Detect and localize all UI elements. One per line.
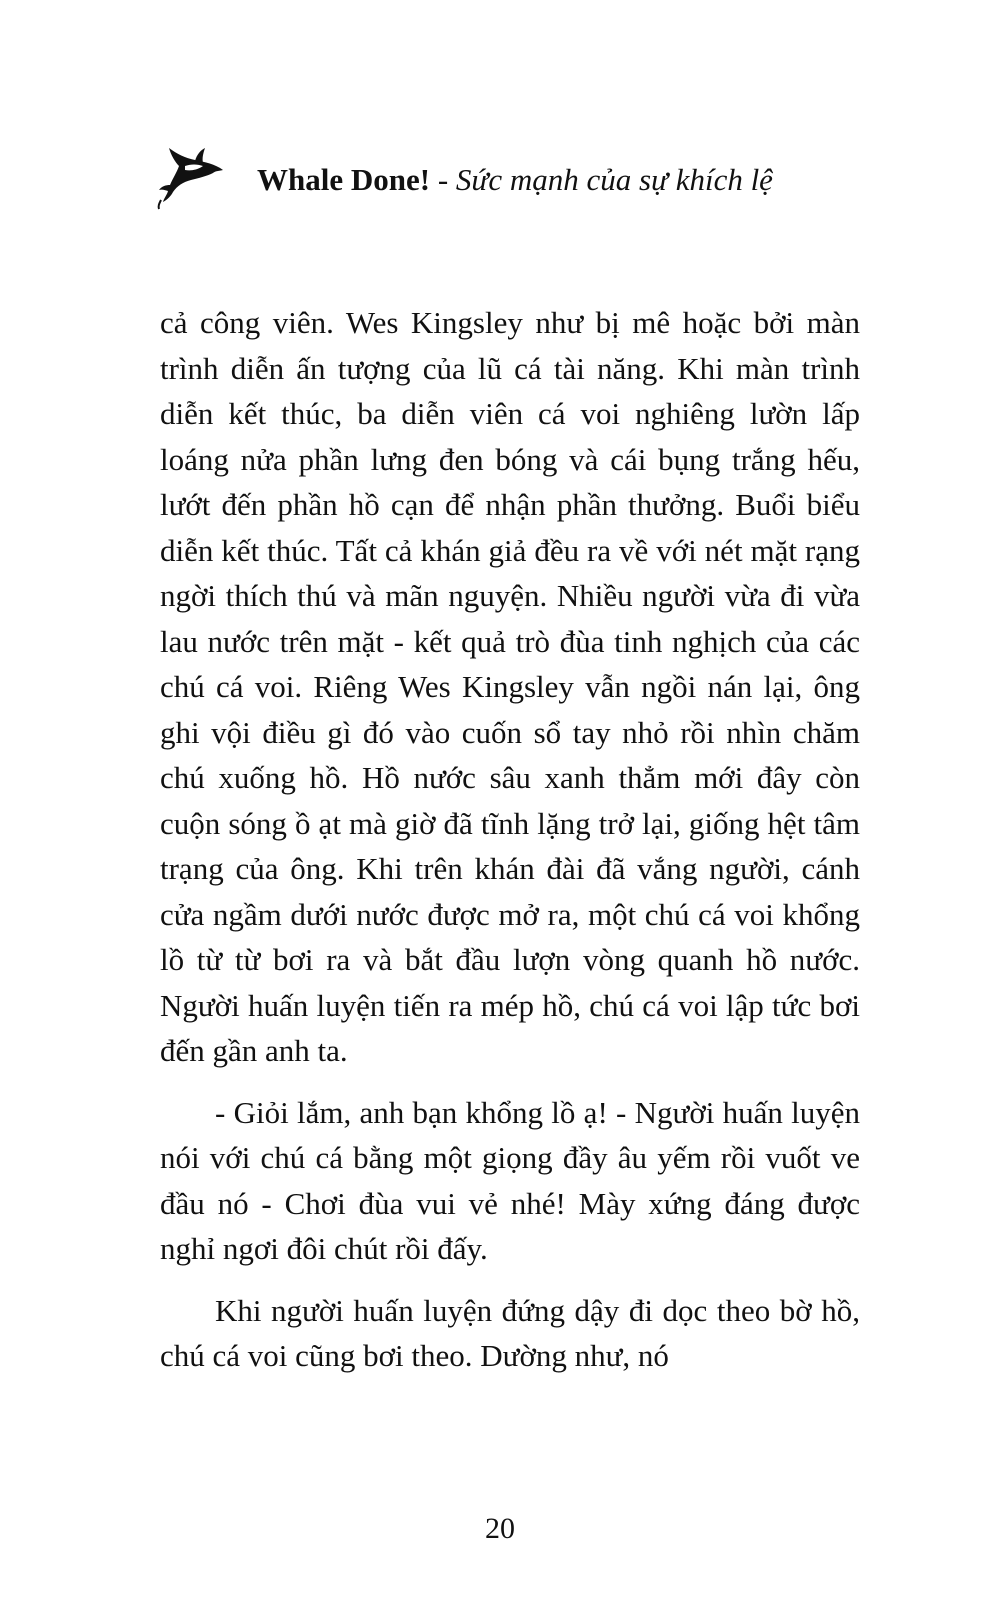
book-subtitle: Sức mạnh của sự khích lệ <box>455 162 773 197</box>
header-title-line <box>257 162 773 198</box>
title-separator: - <box>430 162 456 197</box>
paragraph-1: cả công viên. Wes Kingsley như bị mê hoặc bởi màn trình diễn ấn tượng của lũ cá tài năng. Khi màn trình diễn kết thúc, ba diễn viên cá voi nghiêng lườn lấp loáng nửa phần lưng đen bóng và cái bụng trắng hếu, lướt đến phần hồ cạn để nhận phần thưởng. Buổi biểu diễn kết thúc. Tất cả khán giả đều ra về với nét mặt rạng ngời thích thú và mãn nguyện. Nhiều người vừa đi vừa lau nước trên mặt - kết quả trò đùa tinh nghịch của các chú cá voi. Riêng Wes Kingsley vẫn ngồi nán lại, ông ghi vội điều gì đó vào cuốn sổ tay nhỏ rồi nhìn chăm chú xuống hồ. Hồ nước sâu xanh thẳm mới đây còn cuộn sóng ồ ạt mà giờ đã tĩnh lặng trở lại, giống hệt tâm trạng của ông. Khi trên khán đài đã vắng người, cánh cửa ngầm dưới nước được mở ra, một chú cá voi khổng lồ từ từ bơi ra và bắt đầu lượn vòng quanh hồ nước. Người huấn luyện tiến ra mép hồ, chú cá voi lập tức bơi đến gần anh ta. <box>160 305 860 1068</box>
paragraph-3: Khi người huấn luyện đứng dậy đi dọc theo bờ hồ, chú cá voi cũng bơi theo. Dường như, nó <box>160 1292 860 1373</box>
page-number: 20 <box>485 1512 515 1545</box>
orca-whale-icon <box>155 140 227 210</box>
book-title: Whale Done! <box>257 162 431 197</box>
body-text <box>160 300 860 1379</box>
paragraph-2: - Giỏi lắm, anh bạn khổng lồ ạ! - Người huấn luyện nói với chú cá bằng một giọng đầy âu yếm rồi vuốt ve đầu nó - Chơi đùa vui vẻ nhé! Mày xứng đáng được nghỉ ngơi đôi chút rồi đấy. <box>160 1094 860 1266</box>
running-header <box>155 140 875 220</box>
